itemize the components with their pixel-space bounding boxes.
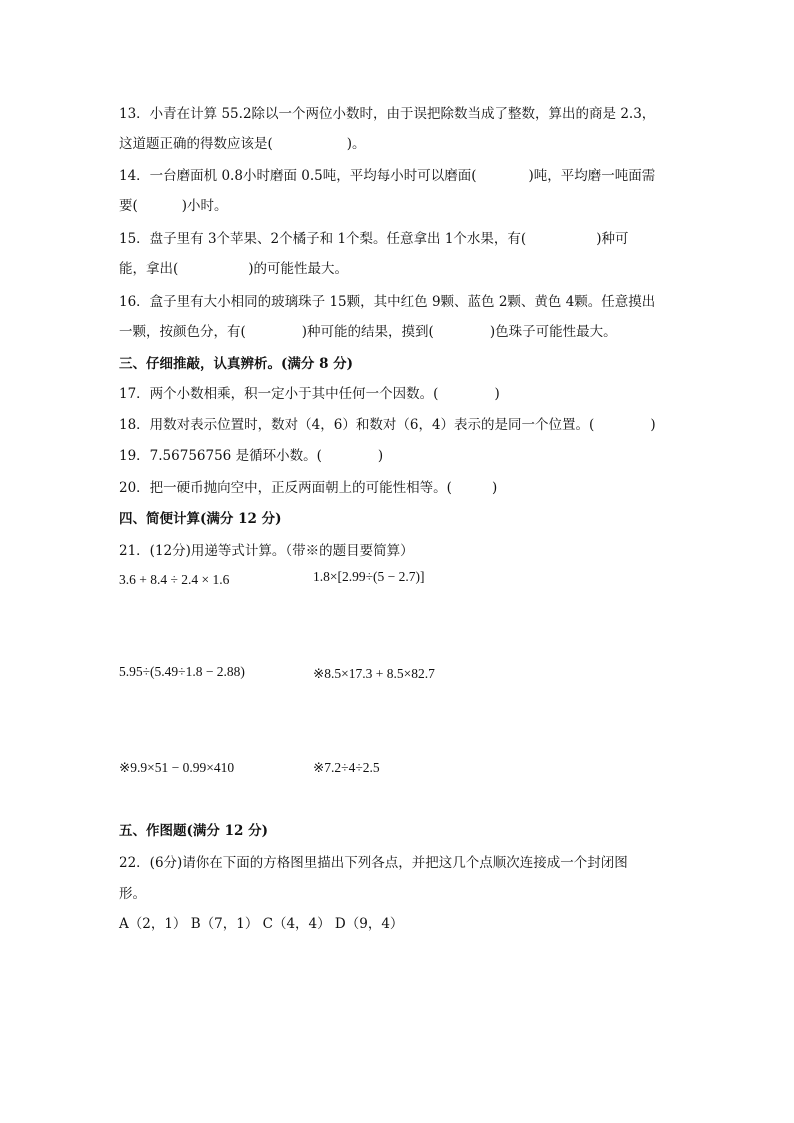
q20-text: 20．把一硬币抛向空中，正反两面朝上的可能性相等。( (119, 480, 452, 496)
q16-text-b: )种可能的结果，摸到( (301, 324, 434, 340)
q17-text: 17．两个小数相乘，积一定小于其中任何一个因数。( (119, 386, 439, 402)
section-5-title: 五、作图题(满分 12 分) (119, 823, 268, 839)
q14-text-a: 14．一台磨面机 0.8小时磨面 0.5吨，平均每小时可以磨面( (119, 168, 477, 184)
q21-expression-4: ※8.5×17.3 + 8.5×82.7 (313, 666, 435, 681)
q18 (119, 415, 656, 435)
q20-close: ) (491, 480, 498, 496)
q14-text-d: )小时。 (181, 198, 228, 214)
q13-line1: 13．小青在计算 55.2除以一个两位小数时，由于误把除数当成了整数，算出的商是 2.3， (119, 106, 656, 122)
section-4-title: 四、简便计算(满分 12 分) (119, 511, 282, 527)
q19 (119, 446, 383, 466)
q15-text-b: )种可 (596, 231, 629, 247)
q22-points: A（2，1） B（7，1） C（4，4） D（9，4） (119, 916, 404, 932)
q16-text-a: 一颗，按颜色分，有( (119, 324, 246, 340)
q21-instruction: 21．(12分)用递等式计算。（带※的题目要简算） (119, 543, 414, 559)
q16-text-c: )色珠子可能性最大。 (489, 324, 617, 340)
q16-line1: 16．盒子里有大小相同的玻璃珠子 15颗，其中红色 9颗、蓝色 2颗、黄色 4颗。任意摸出 (119, 294, 656, 310)
q21-expression-1: 3.6 + 8.4 ÷ 2.4 × 1.6 (119, 572, 230, 587)
q17 (119, 384, 500, 404)
q13-line2 (119, 134, 366, 154)
q20 (119, 478, 497, 498)
q15-text-d: )的可能性最大。 (248, 261, 349, 277)
q21-expression-2: 1.8×[2.99÷(5 − 2.7)] (313, 569, 425, 584)
q14-text-c: 要( (119, 198, 138, 214)
q15-text-a: 15．盘子里有 3个苹果、2个橘子和 1个梨。任意拿出 1个水果，有( (119, 231, 527, 247)
q14-line1 (119, 166, 655, 186)
q16-line2 (119, 322, 617, 342)
q18-text: 18．用数对表示位置时，数对（4，6）和数对（6，4）表示的是同一个位置。( (119, 417, 595, 433)
q21-expression-3: 5.95÷(5.49÷1.8 − 2.88) (119, 664, 245, 679)
q13-text-b: )。 (346, 136, 366, 152)
q19-text: 19．7.56756756 是循环小数。( (119, 448, 322, 464)
q14-line2 (119, 196, 228, 216)
q21-expression-6: ※7.2÷4÷2.5 (313, 760, 380, 775)
q15-line2 (119, 259, 348, 279)
q21-expression-5: ※9.9×51 − 0.99×410 (119, 760, 235, 775)
q17-close: ) (494, 386, 500, 402)
section-3-title: 三、仔细推敲，认真辨析。(满分 8 分) (119, 356, 354, 372)
q22-line2: 形。 (119, 886, 146, 902)
q15-text-c: 能，拿出( (119, 261, 179, 277)
q22-line1: 22．(6分)请你在下面的方格图里描出下列各点，并把这几个点顺次连接成一个封闭图 (119, 855, 628, 871)
q14-text-b: )吨，平均磨一吨面需 (528, 168, 656, 184)
q19-close: ) (377, 448, 384, 464)
q15-line1 (119, 229, 628, 249)
q18-close: ) (650, 417, 656, 433)
q13-text-a: 这道题正确的得数应该是( (119, 136, 273, 152)
